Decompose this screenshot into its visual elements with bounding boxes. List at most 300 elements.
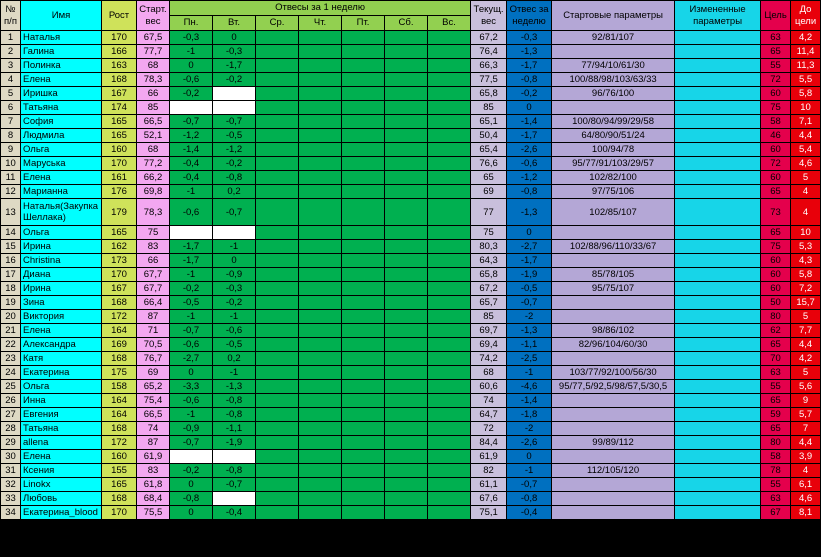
cell-num[interactable]: 32 (1, 478, 21, 492)
header-day-sat[interactable]: Сб. (385, 16, 428, 31)
cell-week-loss[interactable]: -0,4 (507, 506, 552, 520)
cell-num[interactable]: 24 (1, 366, 21, 380)
cell-start-params[interactable]: 100/88/98/103/63/33 (552, 73, 675, 87)
cell-day-fri[interactable] (342, 73, 385, 87)
cell-to-goal[interactable]: 4,6 (791, 492, 821, 506)
cell-rost[interactable]: 158 (102, 380, 137, 394)
cell-goal[interactable]: 60 (761, 254, 791, 268)
cell-to-goal[interactable]: 10 (791, 101, 821, 115)
cell-current-weight[interactable]: 65 (471, 171, 507, 185)
cell-to-goal[interactable]: 5,6 (791, 380, 821, 394)
cell-changed-params[interactable] (675, 338, 761, 352)
cell-day-wed[interactable] (256, 282, 299, 296)
cell-changed-params[interactable] (675, 506, 761, 520)
cell-to-goal[interactable]: 4,4 (791, 436, 821, 450)
cell-start-params[interactable]: 100/94/78 (552, 143, 675, 157)
cell-changed-params[interactable] (675, 240, 761, 254)
cell-start-weight[interactable]: 68 (137, 143, 170, 157)
cell-day-tue[interactable]: -1 (213, 310, 256, 324)
cell-day-tue[interactable]: 0 (213, 31, 256, 45)
cell-changed-params[interactable] (675, 31, 761, 45)
cell-goal[interactable]: 80 (761, 310, 791, 324)
cell-to-goal[interactable]: 11,4 (791, 45, 821, 59)
cell-goal[interactable]: 62 (761, 324, 791, 338)
cell-day-tue[interactable]: -0,7 (213, 115, 256, 129)
cell-changed-params[interactable] (675, 492, 761, 506)
cell-current-weight[interactable]: 72 (471, 422, 507, 436)
cell-day-sat[interactable] (385, 296, 428, 310)
cell-day-thu[interactable] (299, 171, 342, 185)
header-week-group[interactable]: Отвесы за 1 неделю (170, 1, 471, 16)
cell-start-weight[interactable]: 66,5 (137, 408, 170, 422)
cell-current-weight[interactable]: 69,7 (471, 324, 507, 338)
cell-day-sun[interactable] (428, 450, 471, 464)
cell-goal[interactable]: 60 (761, 87, 791, 101)
cell-day-sun[interactable] (428, 254, 471, 268)
cell-to-goal[interactable]: 5 (791, 366, 821, 380)
cell-current-weight[interactable]: 74,2 (471, 352, 507, 366)
cell-rost[interactable]: 173 (102, 254, 137, 268)
cell-start-params[interactable]: 102/88/96/110/33/67 (552, 240, 675, 254)
cell-day-tue[interactable]: 0 (213, 254, 256, 268)
cell-day-wed[interactable] (256, 199, 299, 226)
cell-day-tue[interactable]: -0,5 (213, 129, 256, 143)
cell-name[interactable]: Зина (21, 296, 102, 310)
cell-day-thu[interactable] (299, 45, 342, 59)
cell-day-thu[interactable] (299, 143, 342, 157)
cell-name[interactable]: Наталья(Закупка Шеллака) (21, 199, 102, 226)
cell-goal[interactable]: 80 (761, 436, 791, 450)
cell-day-thu[interactable] (299, 226, 342, 240)
cell-start-params[interactable] (552, 492, 675, 506)
cell-num[interactable]: 3 (1, 59, 21, 73)
cell-day-fri[interactable] (342, 478, 385, 492)
cell-day-sun[interactable] (428, 101, 471, 115)
cell-day-fri[interactable] (342, 143, 385, 157)
cell-day-mon[interactable]: -0,6 (170, 338, 213, 352)
cell-day-tue[interactable] (213, 87, 256, 101)
cell-to-goal[interactable]: 5,7 (791, 408, 821, 422)
cell-day-tue[interactable]: -0,8 (213, 394, 256, 408)
cell-day-thu[interactable] (299, 240, 342, 254)
cell-name[interactable]: Екатерина_blood (21, 506, 102, 520)
cell-start-params[interactable]: 102/82/100 (552, 171, 675, 185)
cell-day-wed[interactable] (256, 352, 299, 366)
cell-start-params[interactable]: 103/77/92/100/56/30 (552, 366, 675, 380)
cell-current-weight[interactable]: 84,4 (471, 436, 507, 450)
cell-start-params[interactable] (552, 296, 675, 310)
cell-week-loss[interactable]: -0,7 (507, 478, 552, 492)
cell-rost[interactable]: 162 (102, 240, 137, 254)
cell-start-params[interactable] (552, 254, 675, 268)
cell-rost[interactable]: 168 (102, 296, 137, 310)
cell-start-params[interactable] (552, 226, 675, 240)
cell-day-sat[interactable] (385, 185, 428, 199)
cell-changed-params[interactable] (675, 450, 761, 464)
cell-day-wed[interactable] (256, 478, 299, 492)
cell-day-sun[interactable] (428, 282, 471, 296)
cell-day-fri[interactable] (342, 240, 385, 254)
cell-to-goal[interactable]: 3,9 (791, 450, 821, 464)
cell-day-tue[interactable]: -1,1 (213, 422, 256, 436)
cell-day-tue[interactable]: -0,3 (213, 282, 256, 296)
cell-name[interactable]: Виктория (21, 310, 102, 324)
cell-day-sat[interactable] (385, 478, 428, 492)
cell-current-weight[interactable]: 65,7 (471, 296, 507, 310)
cell-rost[interactable]: 170 (102, 506, 137, 520)
cell-day-fri[interactable] (342, 338, 385, 352)
cell-day-sun[interactable] (428, 408, 471, 422)
cell-day-sat[interactable] (385, 422, 428, 436)
cell-goal[interactable]: 63 (761, 366, 791, 380)
cell-day-tue[interactable]: -0,6 (213, 324, 256, 338)
cell-start-params[interactable]: 98/86/102 (552, 324, 675, 338)
cell-day-sat[interactable] (385, 143, 428, 157)
cell-day-sat[interactable] (385, 492, 428, 506)
cell-day-tue[interactable]: -1,7 (213, 59, 256, 73)
cell-week-loss[interactable]: -1,1 (507, 338, 552, 352)
cell-day-tue[interactable]: -1,3 (213, 380, 256, 394)
cell-rost[interactable]: 164 (102, 408, 137, 422)
cell-name[interactable]: Любовь (21, 492, 102, 506)
cell-week-loss[interactable]: 0 (507, 450, 552, 464)
cell-day-wed[interactable] (256, 310, 299, 324)
cell-day-tue[interactable]: -1,9 (213, 436, 256, 450)
cell-day-thu[interactable] (299, 506, 342, 520)
cell-day-mon[interactable]: -0,7 (170, 436, 213, 450)
cell-num[interactable]: 16 (1, 254, 21, 268)
cell-changed-params[interactable] (675, 73, 761, 87)
cell-week-loss[interactable]: -1,3 (507, 199, 552, 226)
cell-changed-params[interactable] (675, 478, 761, 492)
cell-changed-params[interactable] (675, 268, 761, 282)
header-goal[interactable]: Цель (761, 1, 791, 31)
cell-day-sun[interactable] (428, 157, 471, 171)
header-start-weight[interactable]: Старт. вес (137, 1, 170, 31)
cell-goal[interactable]: 58 (761, 115, 791, 129)
cell-day-mon[interactable]: -0,9 (170, 422, 213, 436)
cell-name[interactable]: Катя (21, 352, 102, 366)
cell-to-goal[interactable]: 10 (791, 226, 821, 240)
cell-day-wed[interactable] (256, 394, 299, 408)
cell-start-weight[interactable]: 61,9 (137, 450, 170, 464)
cell-name[interactable]: Галина (21, 45, 102, 59)
cell-start-params[interactable] (552, 450, 675, 464)
cell-rost[interactable]: 168 (102, 352, 137, 366)
cell-day-tue[interactable]: -0,7 (213, 478, 256, 492)
cell-day-sun[interactable] (428, 478, 471, 492)
cell-rost[interactable]: 165 (102, 478, 137, 492)
cell-current-weight[interactable]: 75 (471, 226, 507, 240)
cell-day-thu[interactable] (299, 492, 342, 506)
cell-day-tue[interactable]: -1 (213, 240, 256, 254)
cell-goal[interactable]: 73 (761, 199, 791, 226)
cell-day-fri[interactable] (342, 171, 385, 185)
cell-day-sat[interactable] (385, 31, 428, 45)
cell-num[interactable]: 25 (1, 380, 21, 394)
cell-start-params[interactable]: 99/89/112 (552, 436, 675, 450)
cell-rost[interactable]: 170 (102, 157, 137, 171)
cell-rost[interactable]: 179 (102, 199, 137, 226)
cell-day-thu[interactable] (299, 115, 342, 129)
header-changed-params[interactable]: Измененные параметры (675, 1, 761, 31)
cell-changed-params[interactable] (675, 436, 761, 450)
cell-start-params[interactable] (552, 45, 675, 59)
cell-day-wed[interactable] (256, 268, 299, 282)
cell-day-sun[interactable] (428, 143, 471, 157)
cell-goal[interactable]: 55 (761, 478, 791, 492)
cell-current-weight[interactable]: 67,2 (471, 31, 507, 45)
cell-name[interactable]: allena (21, 436, 102, 450)
cell-num[interactable]: 5 (1, 87, 21, 101)
cell-start-weight[interactable]: 67,5 (137, 31, 170, 45)
cell-goal[interactable]: 67 (761, 506, 791, 520)
cell-week-loss[interactable]: -0,8 (507, 185, 552, 199)
cell-num[interactable]: 34 (1, 506, 21, 520)
cell-start-params[interactable]: 95/75/107 (552, 282, 675, 296)
cell-week-loss[interactable]: -4,6 (507, 380, 552, 394)
cell-week-loss[interactable]: 0 (507, 226, 552, 240)
cell-day-wed[interactable] (256, 115, 299, 129)
cell-day-sat[interactable] (385, 324, 428, 338)
cell-changed-params[interactable] (675, 143, 761, 157)
header-day-thu[interactable]: Чт. (299, 16, 342, 31)
cell-day-sat[interactable] (385, 240, 428, 254)
cell-week-loss[interactable]: -0,5 (507, 282, 552, 296)
cell-num[interactable]: 12 (1, 185, 21, 199)
cell-current-weight[interactable]: 69 (471, 185, 507, 199)
cell-num[interactable]: 19 (1, 296, 21, 310)
cell-day-mon[interactable]: 0 (170, 59, 213, 73)
cell-goal[interactable]: 65 (761, 226, 791, 240)
cell-start-params[interactable]: 85/78/105 (552, 268, 675, 282)
header-name[interactable]: Имя (21, 1, 102, 31)
cell-day-wed[interactable] (256, 240, 299, 254)
cell-day-fri[interactable] (342, 436, 385, 450)
cell-day-fri[interactable] (342, 394, 385, 408)
cell-name[interactable]: Ольга (21, 380, 102, 394)
cell-current-weight[interactable]: 74 (471, 394, 507, 408)
cell-start-weight[interactable]: 83 (137, 240, 170, 254)
cell-day-mon[interactable]: 0 (170, 506, 213, 520)
cell-goal[interactable]: 65 (761, 422, 791, 436)
cell-name[interactable]: Елена (21, 450, 102, 464)
cell-to-goal[interactable]: 7 (791, 422, 821, 436)
cell-start-weight[interactable]: 67,7 (137, 282, 170, 296)
cell-to-goal[interactable]: 7,1 (791, 115, 821, 129)
cell-day-tue[interactable]: -1 (213, 366, 256, 380)
cell-day-thu[interactable] (299, 157, 342, 171)
cell-day-fri[interactable] (342, 422, 385, 436)
cell-day-thu[interactable] (299, 450, 342, 464)
cell-name[interactable]: Наталья (21, 31, 102, 45)
cell-day-sun[interactable] (428, 506, 471, 520)
cell-day-wed[interactable] (256, 101, 299, 115)
cell-week-loss[interactable]: -2,6 (507, 436, 552, 450)
cell-to-goal[interactable]: 5,3 (791, 240, 821, 254)
cell-goal[interactable]: 78 (761, 464, 791, 478)
cell-start-weight[interactable]: 78,3 (137, 73, 170, 87)
cell-day-thu[interactable] (299, 478, 342, 492)
cell-start-params[interactable]: 97/75/106 (552, 185, 675, 199)
cell-day-sun[interactable] (428, 115, 471, 129)
cell-name[interactable]: Linokx (21, 478, 102, 492)
cell-day-sun[interactable] (428, 59, 471, 73)
cell-rost[interactable]: 160 (102, 143, 137, 157)
cell-num[interactable]: 27 (1, 408, 21, 422)
cell-day-sat[interactable] (385, 436, 428, 450)
cell-num[interactable]: 7 (1, 115, 21, 129)
cell-rost[interactable]: 174 (102, 101, 137, 115)
cell-rost[interactable]: 165 (102, 129, 137, 143)
cell-day-wed[interactable] (256, 296, 299, 310)
cell-rost[interactable]: 160 (102, 450, 137, 464)
cell-current-weight[interactable]: 80,3 (471, 240, 507, 254)
cell-to-goal[interactable]: 4,6 (791, 157, 821, 171)
cell-week-loss[interactable]: -1 (507, 464, 552, 478)
cell-day-sat[interactable] (385, 394, 428, 408)
cell-day-wed[interactable] (256, 422, 299, 436)
cell-week-loss[interactable]: -2,7 (507, 240, 552, 254)
cell-changed-params[interactable] (675, 296, 761, 310)
cell-day-mon[interactable]: -0,2 (170, 282, 213, 296)
cell-day-wed[interactable] (256, 338, 299, 352)
cell-day-fri[interactable] (342, 59, 385, 73)
cell-day-wed[interactable] (256, 87, 299, 101)
cell-start-weight[interactable]: 76,7 (137, 352, 170, 366)
cell-start-weight[interactable]: 71 (137, 324, 170, 338)
cell-goal[interactable]: 58 (761, 450, 791, 464)
cell-day-sat[interactable] (385, 268, 428, 282)
cell-day-thu[interactable] (299, 464, 342, 478)
cell-start-params[interactable] (552, 310, 675, 324)
cell-day-fri[interactable] (342, 268, 385, 282)
cell-rost[interactable]: 166 (102, 45, 137, 59)
cell-start-weight[interactable]: 68,4 (137, 492, 170, 506)
cell-day-sun[interactable] (428, 185, 471, 199)
cell-day-thu[interactable] (299, 422, 342, 436)
cell-start-weight[interactable]: 67,7 (137, 268, 170, 282)
cell-num[interactable]: 33 (1, 492, 21, 506)
cell-day-mon[interactable]: -1,7 (170, 254, 213, 268)
cell-day-fri[interactable] (342, 450, 385, 464)
cell-day-tue[interactable] (213, 226, 256, 240)
cell-start-weight[interactable]: 69,8 (137, 185, 170, 199)
cell-day-mon[interactable]: -0,7 (170, 324, 213, 338)
cell-day-fri[interactable] (342, 254, 385, 268)
cell-day-fri[interactable] (342, 101, 385, 115)
cell-name[interactable]: Александра (21, 338, 102, 352)
cell-day-sat[interactable] (385, 101, 428, 115)
cell-day-thu[interactable] (299, 129, 342, 143)
cell-start-params[interactable]: 77/94/10/61/30 (552, 59, 675, 73)
cell-current-weight[interactable]: 64,3 (471, 254, 507, 268)
cell-start-params[interactable] (552, 506, 675, 520)
cell-rost[interactable]: 168 (102, 422, 137, 436)
cell-start-weight[interactable]: 75,4 (137, 394, 170, 408)
cell-current-weight[interactable]: 68 (471, 366, 507, 380)
cell-day-sun[interactable] (428, 492, 471, 506)
header-to-goal[interactable]: До цели (791, 1, 821, 31)
cell-to-goal[interactable]: 4 (791, 199, 821, 226)
cell-start-weight[interactable]: 75,5 (137, 506, 170, 520)
cell-week-loss[interactable]: -1,3 (507, 45, 552, 59)
cell-num[interactable]: 30 (1, 450, 21, 464)
cell-num[interactable]: 23 (1, 352, 21, 366)
cell-day-mon[interactable]: -0,2 (170, 87, 213, 101)
cell-to-goal[interactable]: 4,2 (791, 31, 821, 45)
cell-day-wed[interactable] (256, 450, 299, 464)
cell-start-weight[interactable]: 66,2 (137, 171, 170, 185)
header-day-fri[interactable]: Пт. (342, 16, 385, 31)
cell-goal[interactable]: 60 (761, 282, 791, 296)
cell-day-wed[interactable] (256, 185, 299, 199)
cell-day-sun[interactable] (428, 394, 471, 408)
cell-to-goal[interactable]: 5 (791, 310, 821, 324)
cell-current-weight[interactable]: 60,6 (471, 380, 507, 394)
cell-start-params[interactable]: 112/105/120 (552, 464, 675, 478)
cell-goal[interactable]: 46 (761, 129, 791, 143)
cell-goal[interactable]: 55 (761, 59, 791, 73)
header-start-params[interactable]: Стартовые параметры (552, 1, 675, 31)
cell-start-weight[interactable]: 74 (137, 422, 170, 436)
cell-day-sat[interactable] (385, 366, 428, 380)
cell-day-fri[interactable] (342, 506, 385, 520)
cell-day-sun[interactable] (428, 380, 471, 394)
cell-day-sun[interactable] (428, 338, 471, 352)
cell-day-thu[interactable] (299, 185, 342, 199)
cell-rost[interactable]: 176 (102, 185, 137, 199)
cell-day-tue[interactable]: -0,9 (213, 268, 256, 282)
cell-day-fri[interactable] (342, 310, 385, 324)
cell-changed-params[interactable] (675, 324, 761, 338)
cell-current-weight[interactable]: 76,4 (471, 45, 507, 59)
cell-start-weight[interactable]: 66,4 (137, 296, 170, 310)
cell-name[interactable]: Маруська (21, 157, 102, 171)
cell-week-loss[interactable]: -0,7 (507, 296, 552, 310)
cell-rost[interactable]: 172 (102, 310, 137, 324)
cell-num[interactable]: 17 (1, 268, 21, 282)
cell-name[interactable]: Christina (21, 254, 102, 268)
cell-day-tue[interactable]: -0,2 (213, 157, 256, 171)
cell-day-sun[interactable] (428, 436, 471, 450)
cell-num[interactable]: 1 (1, 31, 21, 45)
cell-day-wed[interactable] (256, 366, 299, 380)
cell-day-sat[interactable] (385, 464, 428, 478)
cell-name[interactable]: Инна (21, 394, 102, 408)
cell-goal[interactable]: 65 (761, 338, 791, 352)
cell-day-sat[interactable] (385, 506, 428, 520)
cell-week-loss[interactable]: -2 (507, 422, 552, 436)
cell-day-sat[interactable] (385, 450, 428, 464)
cell-name[interactable]: Елена (21, 324, 102, 338)
cell-rost[interactable]: 170 (102, 268, 137, 282)
cell-rost[interactable]: 163 (102, 59, 137, 73)
cell-day-sun[interactable] (428, 199, 471, 226)
cell-num[interactable]: 20 (1, 310, 21, 324)
cell-changed-params[interactable] (675, 199, 761, 226)
cell-day-mon[interactable]: -0,4 (170, 171, 213, 185)
cell-start-params[interactable] (552, 394, 675, 408)
cell-start-weight[interactable]: 52,1 (137, 129, 170, 143)
cell-day-mon[interactable]: -2,7 (170, 352, 213, 366)
cell-rost[interactable]: 167 (102, 87, 137, 101)
cell-start-weight[interactable]: 61,8 (137, 478, 170, 492)
cell-num[interactable]: 13 (1, 199, 21, 226)
cell-week-loss[interactable]: -0,8 (507, 73, 552, 87)
cell-goal[interactable]: 75 (761, 240, 791, 254)
cell-day-thu[interactable] (299, 296, 342, 310)
